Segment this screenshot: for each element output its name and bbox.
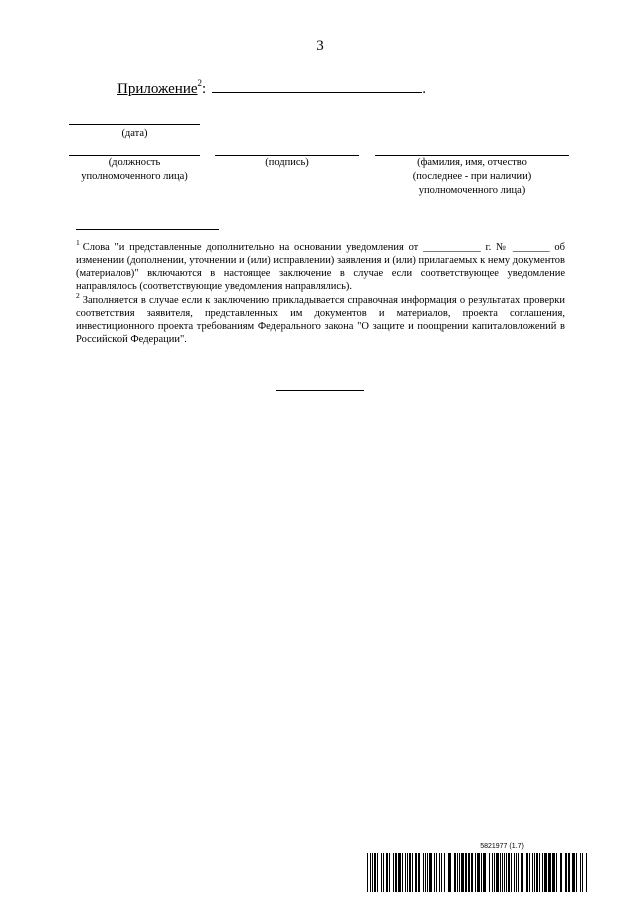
barcode-bar <box>429 853 432 892</box>
barcode-bar <box>381 853 382 892</box>
position-caption <box>59 156 210 184</box>
barcode-bar <box>521 853 523 892</box>
barcode-bar <box>407 853 408 892</box>
barcode-bar <box>477 853 480 892</box>
barcode-bar <box>475 853 476 892</box>
barcode-bar <box>560 853 562 892</box>
name-caption-line-1: (фамилия, имя, отчество <box>417 157 527 168</box>
barcode-bar <box>534 853 535 892</box>
barcode-bar <box>552 853 555 892</box>
barcode-bar <box>529 853 530 892</box>
barcode-bar <box>506 853 507 892</box>
barcode-bar <box>434 853 435 892</box>
barcode-bar <box>582 853 583 892</box>
barcode-bar <box>423 853 424 892</box>
barcode-bar <box>427 853 428 892</box>
barcode-bar <box>580 853 581 892</box>
position-caption-line-1: (должность <box>108 157 161 168</box>
barcode-bar <box>489 853 490 892</box>
footnote-separator <box>76 229 219 230</box>
barcode-bar <box>395 853 397 892</box>
name-caption-line-3: уполномоченного лица) <box>418 185 526 196</box>
footnote-2-number: 2 <box>76 291 80 300</box>
barcode-bar <box>471 853 473 892</box>
footnote-1-number: 1 <box>76 238 80 247</box>
barcode-number: 5821977 (1.7) <box>480 843 524 850</box>
barcode-bar <box>481 853 482 892</box>
barcode-bar <box>516 853 517 892</box>
barcode-bar <box>383 853 384 892</box>
appendix-colon: : <box>202 81 207 97</box>
footnote-1-text: Слова "и представленные дополнительно на основании уведомления от ___________ г. № _______ об изменении (дополнении, уточнении и (или) исправлении) заявления и (или) прилагаемых к нему документов (материалов)" включаются в настоящее заключение в случае если соответствующее уведомление направлялось (соответствующие уведомления направлялись). <box>76 242 565 292</box>
barcode-bar <box>511 853 512 892</box>
appendix-period: . <box>422 81 426 97</box>
barcode-bar <box>572 853 575 892</box>
appendix-label: Приложение <box>117 81 198 97</box>
barcode-bar <box>496 853 499 892</box>
appendix-footnote-ref: 2 <box>197 78 203 88</box>
barcode-bar <box>372 853 373 892</box>
barcode-bar <box>536 853 538 892</box>
footnote-1 <box>76 236 565 293</box>
barcode-bar <box>441 853 442 892</box>
name-caption-line-2: (последнее - при наличии) <box>412 171 532 182</box>
barcode <box>367 853 589 892</box>
barcode-bar <box>576 853 577 892</box>
barcode-bar <box>468 853 470 892</box>
barcode-bar <box>398 853 401 892</box>
date-caption: (дата) <box>121 128 148 139</box>
barcode-bar <box>393 853 394 892</box>
barcode-bar <box>500 853 501 892</box>
barcode-bar <box>502 853 503 892</box>
barcode-bar <box>539 853 540 892</box>
end-of-document-line <box>276 390 364 391</box>
barcode-bar <box>454 853 456 892</box>
barcode-bar <box>457 853 458 892</box>
barcode-bar <box>492 853 493 892</box>
date-line <box>69 124 200 125</box>
barcode-bar <box>518 853 519 892</box>
barcode-bar <box>409 853 411 892</box>
barcode-bar <box>412 853 413 892</box>
barcode-bar <box>418 853 420 892</box>
barcode-bar <box>532 853 533 892</box>
barcode-bar <box>483 853 486 892</box>
barcode-bar <box>556 853 557 892</box>
position-caption-line-2: уполномоченного лица) <box>81 171 188 182</box>
barcode-bar <box>386 853 388 892</box>
barcode-bar <box>465 853 467 892</box>
barcode-bar <box>514 853 515 892</box>
barcode-bar <box>461 853 464 892</box>
barcode-bar <box>548 853 551 892</box>
appendix-line <box>117 78 426 98</box>
barcode-bar <box>425 853 426 892</box>
appendix-blank <box>212 79 422 93</box>
barcode-bar <box>439 853 440 892</box>
barcode-bar <box>565 853 567 892</box>
barcode-bar <box>444 853 445 892</box>
barcode-bar <box>402 853 403 892</box>
barcode-bar <box>374 853 376 892</box>
barcode-bar <box>542 853 543 892</box>
barcode-bar <box>586 853 587 892</box>
barcode-bar <box>504 853 505 892</box>
barcode-bar <box>459 853 460 892</box>
barcode-bar <box>377 853 378 892</box>
barcode-bar <box>405 853 406 892</box>
barcode-bar <box>526 853 528 892</box>
name-caption <box>375 156 569 198</box>
barcode-bar <box>568 853 570 892</box>
footnote-2-text: Заполняется в случае если к заключению прикладывается справочная информация о результатах проверки соответствия заявителя, представленных им документов и материалов, проекта соглашения, инвестиционного проекта требованиям Федерального закона "О защите и поощрении капиталовложений в Российской Федерации". <box>76 295 565 345</box>
barcode-bar <box>494 853 495 892</box>
barcode-bar <box>370 853 371 892</box>
footnote-2 <box>76 289 565 346</box>
barcode-bar <box>544 853 547 892</box>
barcode-bar <box>508 853 510 892</box>
barcode-bar <box>448 853 451 892</box>
barcode-bar <box>415 853 417 892</box>
signature-caption: (подпись) <box>265 157 309 168</box>
barcode-bar <box>436 853 437 892</box>
barcode-bar <box>367 853 368 892</box>
barcode-bar <box>389 853 390 892</box>
page-number: 3 <box>316 38 324 54</box>
